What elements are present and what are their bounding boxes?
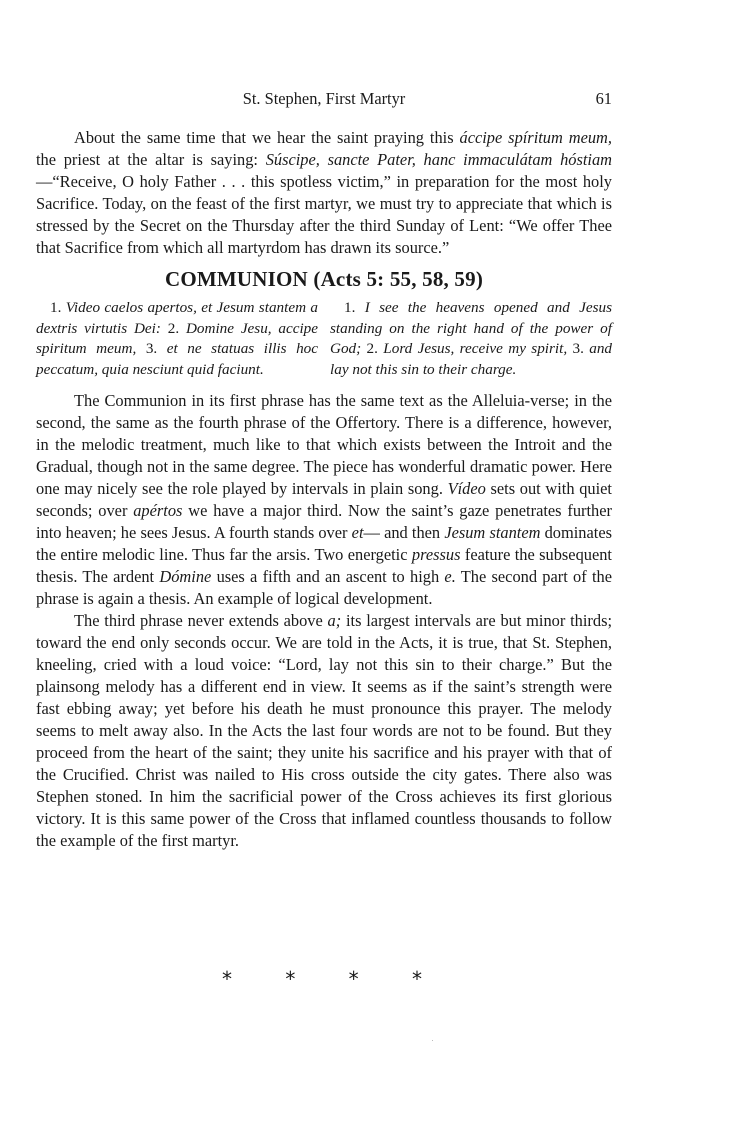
latin-word: Dómine bbox=[159, 567, 212, 587]
latin-word: Jesum stantem bbox=[444, 523, 541, 543]
running-title: St. Stephen, First Martyr bbox=[242, 89, 406, 108]
page-number: 61 bbox=[595, 89, 612, 108]
text-run: uses a fifth and an ascent to high bbox=[211, 567, 445, 587]
verse-number: 1. bbox=[344, 299, 365, 316]
text-run: — and then bbox=[363, 523, 445, 543]
verse-number: 2. bbox=[160, 319, 186, 337]
page-body bbox=[36, 127, 612, 852]
note-name: e. bbox=[444, 567, 456, 587]
text-run: The third phrase never extends above bbox=[74, 611, 328, 631]
latin-phrase: Súscipe, sancte Pater, hanc immaculátam hóstiam bbox=[265, 150, 612, 169]
text-run: we have a major third. Now the saint’s gaze penetrates further into heaven; he sees Jesus. A fourth stands over bbox=[36, 501, 612, 543]
paper-speck bbox=[432, 1040, 433, 1041]
paragraph-secret bbox=[36, 127, 612, 259]
verse-number: 2. bbox=[361, 340, 384, 358]
latin-column bbox=[36, 298, 318, 380]
text-run: sets out with quiet seconds; over bbox=[36, 479, 612, 521]
text-run: The second part of the phrase is again a thesis. An example of logical development. bbox=[36, 567, 613, 609]
verse-number: 3. bbox=[136, 340, 167, 358]
verse-number: 1. bbox=[50, 299, 66, 316]
english-verse: Lord Jesus, receive my spirit, bbox=[383, 340, 568, 358]
english-column bbox=[330, 298, 612, 380]
section-divider-stars bbox=[222, 967, 422, 991]
page-header bbox=[36, 89, 612, 113]
heading-source: (Acts 5: 55, 58, 59) bbox=[313, 267, 484, 291]
heading-title: COMMUNION bbox=[164, 267, 308, 291]
section-heading bbox=[36, 266, 612, 292]
latin-word: et bbox=[351, 523, 364, 543]
latin-word: apértos bbox=[133, 501, 183, 521]
paragraph-analysis-1 bbox=[36, 390, 612, 610]
english-verse: and lay not this sin to their charge. bbox=[330, 340, 612, 378]
latin-word: Vídeo bbox=[447, 479, 486, 499]
latin-verse: Video caelos apertos, et Jesum stantem a dextris virtutis Dei: bbox=[36, 299, 318, 337]
star-glyph: * bbox=[222, 967, 232, 991]
text-run: its largest intervals are but minor thirds; toward the end only seconds occur. We are told in the Acts, it is true, that St. Stephen, kneeling, cried with a loud voice: “Lord, lay not this sin to their charge.” But the plainsong melody has a different end in view. It seems as if the saint’s strength were fast ebbing away; yet before his death he must pronounce this prayer. The melody seems to melt away also. In the Acts the last four words are not to be found. But they proceed from the heart of the saint; they unite his sacrifice and his prayer with that of the Crucified. Christ was nailed to His cross outside the city gates. There also was Stephen stoned. In him the sacrificial power of the Cross achieves its first glorious victory. It is this same power of the Cross that inflamed countless thousands to follow the example of the first martyr. bbox=[36, 611, 612, 851]
text-run: The Communion in its first phrase has the same text as the Alleluia-verse; in the second, the same as the fourth phrase of the Offertory. There is a difference, however, in the melodic treatment, much like to that which exists between the Introit and the Gradual, though not in the same degree. The piece has wonderful dramatic power. Here one may nicely see the role played by intervals in plain song. bbox=[36, 391, 612, 499]
text-run: dominates the entire melodic line. Thus far the arsis. Two energetic bbox=[36, 523, 612, 565]
communion-text bbox=[36, 298, 612, 380]
text-run: About the same time that we hear the saint praying this bbox=[74, 128, 460, 147]
latin-verse: et ne statuas illis hoc peccatum, quia nesciunt quid faciunt. bbox=[36, 340, 319, 378]
latin-verse: Domine Jesu, accipe spiritum meum, bbox=[36, 319, 319, 358]
text-run: feature the subsequent thesis. The ardent bbox=[36, 545, 612, 587]
latin-word: pressus bbox=[411, 545, 461, 565]
text-run: the priest at the altar is saying: bbox=[36, 150, 266, 169]
paragraph-analysis-2 bbox=[36, 610, 612, 852]
star-glyph: * bbox=[411, 967, 422, 991]
star-glyph: * bbox=[348, 967, 359, 991]
latin-phrase: áccipe spíritum meum, bbox=[459, 128, 612, 147]
english-verse: I see the heavens opened and Jesus standing on the right hand of the power of God; bbox=[330, 299, 613, 358]
note-name: a; bbox=[327, 611, 342, 631]
star-glyph: * bbox=[285, 967, 296, 991]
verse-number: 3. bbox=[567, 340, 590, 358]
text-run: —“Receive, O holy Father . . . this spotless victim,” in preparation for the most holy Sacrifice. Today, on the feast of the first martyr, we must try to appreciate that which is stressed by the Secret on the Thursday after the third Sunday of Lent: “We offer Thee that Sacrifice from which all martyrdom has drawn its source.” bbox=[36, 172, 612, 257]
